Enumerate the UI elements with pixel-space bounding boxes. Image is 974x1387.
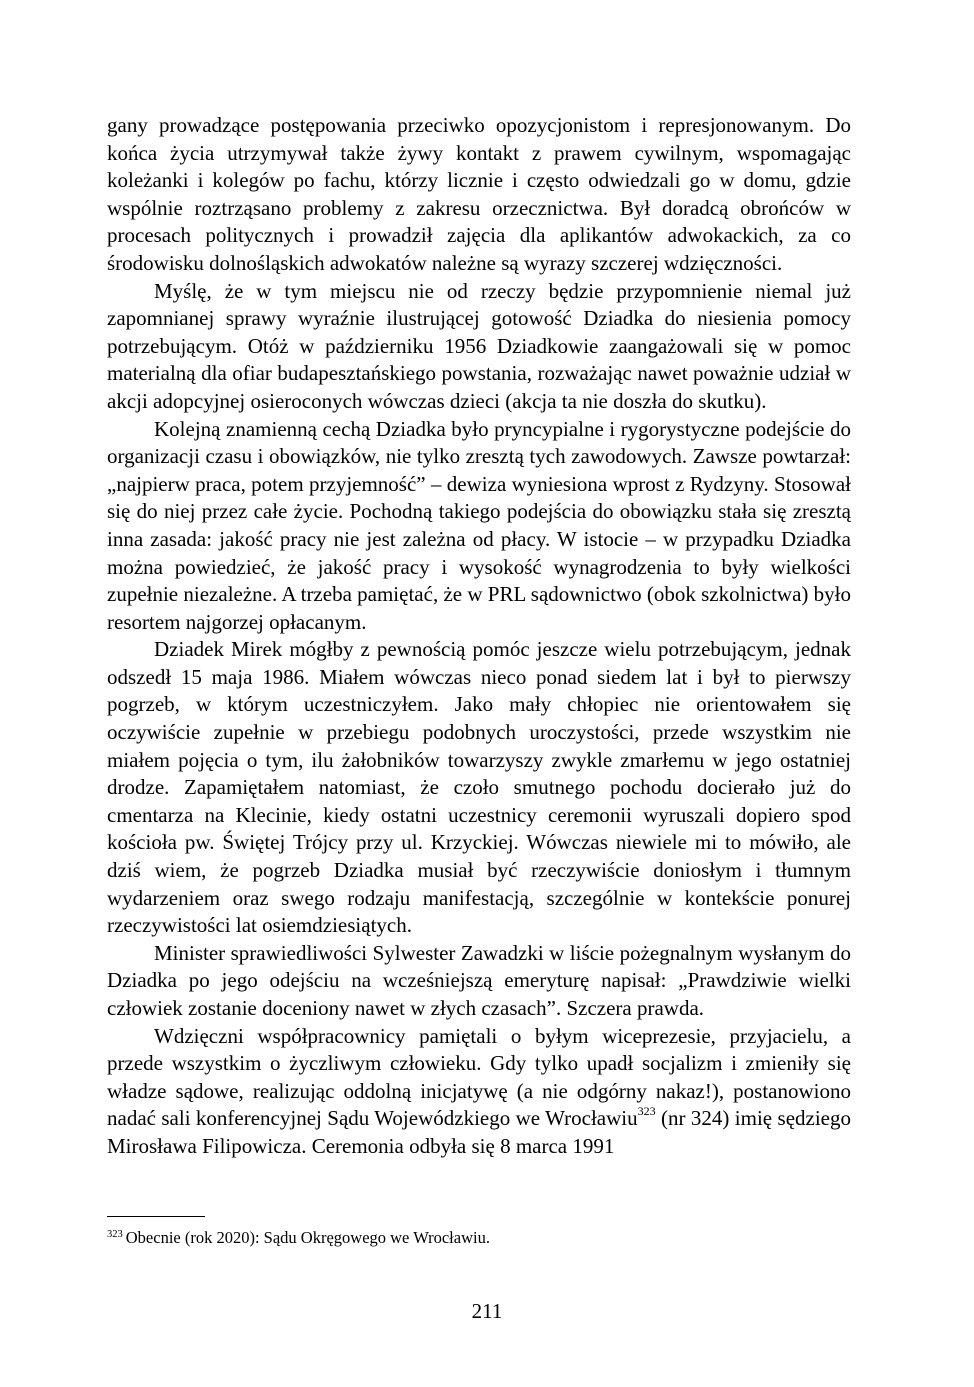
paragraph-3: Kolejną znamienną cechą Dziadka było pryncypialne i rygorystyczne podejście do organizacji czasu i obowiązków, nie tylko zresztą tych zawodowych. Zawsze powtarzał: „najpierw praca, potem przyjemność” – dewiza wyniesiona wprost z Rydzyny. Stosował się do niej przez całe życie. Pochodną takiego podejścia do obowiązku stała się zresztą inna zasada: jakość pracy nie jest zależna od płacy. W istocie – w przypadku Dziadka można powiedzieć, że jakość pracy i wysokość wynagrodzenia to były wielkości zupełnie niezależne. A trzeba pamiętać, że w PRL sądownictwo (obok szkolnictwa) było resortem najgorzej opłacanym.: [107, 416, 851, 634]
footnote-number: 323: [107, 1228, 123, 1240]
paragraph-2: Myślę, że w tym miejscu nie od rzeczy będzie przypomnienie niemal już zapomnianej sprawy wyraźnie ilustrującej gotowość Dziadka do niesienia pomocy potrzebującym. Otóż w październiku 1956 Dziadkowie zaangażowali się w pomoc materialną dla ofiar budapesztańskiego powstania, rozważając nawet poważnie udział w akcji adopcyjnej osieroconych wówczas dzieci (akcja ta nie doszła do skutku).: [107, 278, 851, 413]
footnote-reference[interactable]: 323: [637, 1104, 656, 1119]
paragraph-1: gany prowadzące postępowania przeciwko opozycjonistom i represjonowanym. Do końca życia utrzymywał także żywy kontakt z prawem cywilnym, wspomagając koleżanki i kolegów po fachu, którzy licznie i często odwiedzali go w domu, gdzie wspólnie roztrząsano problemy z zakresu orzecznictwa. Był doradcą obrońców w procesach politycznych i prowadził zajęcia dla aplikantów adwokackich, za co środowisku dolnośląskich adwokatów należne są wyrazy szczerej wdzięczności.: [107, 113, 851, 275]
body-text: [107, 112, 851, 1161]
paragraph-6: [107, 1023, 851, 1161]
footnote-divider: [107, 1216, 205, 1217]
footnote: [107, 1228, 851, 1248]
page-number: 211: [471, 1299, 503, 1323]
paragraph-6-text-before: Wdzięczni współpracownicy pamiętali o byłym wiceprezesie, przyjacielu, a przede wszystkim o życzliwym człowieku. Gdy tylko upadł socjalizm i zmieniły się władze sądowe, realizując oddolną inicjatywę (a nie odgórny nakaz!), postanowiono nadać sali konferencyjnej Sądu Wojewódzkiego we Wrocławiu: [107, 1023, 851, 1131]
paragraph-6-text-after: (nr 324) imię sędziego Mirosława Filipowicza. Ceremonia odbyła się 8 marca 1991: [107, 1106, 851, 1158]
paragraph-5: Minister sprawiedliwości Sylwester Zawadzki w liście pożegnalnym wysłanym do Dziadka po jego odejściu na wcześniejszą emeryturę napisał: „Prawdziwie wielki człowiek zostanie doceniony nawet w złych czasach”. Szczera prawda.: [107, 940, 851, 1020]
footnote-text: Obecnie (rok 2020): Sądu Okręgowego we Wrocławiu.: [125, 1228, 490, 1247]
paragraph-4: Dziadek Mirek mógłby z pewnością pomóc jeszcze wielu potrzebującym, jednak odszedł 15 maja 1986. Miałem wówczas nieco ponad siedem lat i był to pierwszy pogrzeb, w którym uczestniczyłem. Jako mały chłopiec nie orientowałem się oczywiście zupełnie w przebiegu podobnych uroczystości, przede wszystkim nie miałem pojęcia o tym, ilu żałobników towarzyszy zwykle zmarłemu w jego ostatniej drodze. Zapamiętałem natomiast, że czoło smutnego pochodu docierało już do cmentarza na Klecinie, kiedy ostatni uczestnicy ceremonii wyruszali dopiero spod kościoła pw. Świętej Trójcy przy ul. Krzyckiej. Wówczas niewiele mi to mówiło, ale dziś wiem, że pogrzeb Dziadka musiał być rzeczywiście doniosłym i tłumnym wydarzeniem oraz swego rodzaju manifestacją, szczególnie w kontekście ponurej rzeczywistości lat osiemdziesiątych.: [107, 637, 851, 938]
